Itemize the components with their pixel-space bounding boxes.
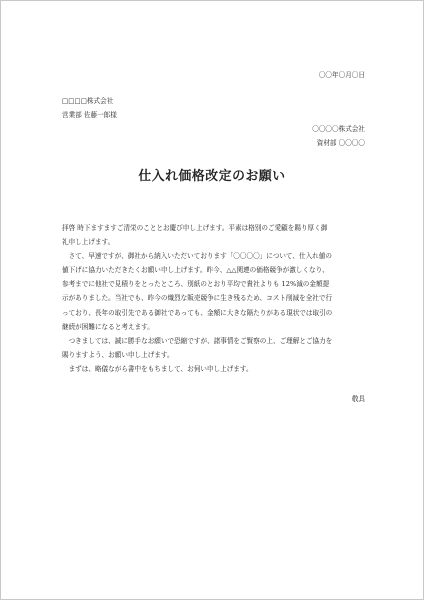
body-line: 継続が困難になると考えます。	[62, 322, 154, 331]
body-line: まずは、略儀ながら書中をもちまして、お伺い申し上げます。	[62, 364, 253, 373]
sender-company: 〇〇〇〇株式会社	[312, 125, 365, 133]
recipient-person: 営業部 佐藤一郎様	[62, 111, 117, 119]
body-line: 礼申し上げます。	[62, 238, 115, 247]
closing-phrase: 敬具	[351, 395, 365, 403]
letter-title: 仕入れ価格改定のお願い	[138, 169, 286, 184]
body-line: っており、長年の取引先である御社であっても、金額に大きな隔たりがある現状では取引の	[62, 308, 333, 317]
body-line: 示がありました。当社でも、昨今の熾烈な販売競争に生き残るため、コスト削減を全社で行	[62, 294, 333, 303]
body-line: 拝啓 時下ますますご清栄のこととお慶び申し上げます。平素は格別のご愛顧を賜り厚く御	[62, 224, 328, 232]
sender-person: 資材部 〇〇〇〇	[316, 139, 365, 147]
body-line: 賜りますよう、お願い申し上げます。	[62, 350, 174, 359]
body-line: さて、早速ですが、御社から納入いただいております「〇〇〇〇」について、仕入れ値の	[62, 252, 332, 261]
recipient-company: □□□□株式会社	[62, 97, 114, 105]
body-line: 値下げに協力いただきたくお願い申し上げます。昨今、△△関連の価格競争が激しくなり、	[62, 266, 329, 275]
body-line: つきましては、誠に勝手なお願いで恐縮ですが、諸事情をご賢察の上、ご理解とご協力を	[62, 336, 333, 345]
body-line: 参考までに他社で見積りをとったところ、別紙のとおり平均で貴社よりも 12%減の金額提	[62, 280, 330, 289]
letter-body	[62, 221, 368, 376]
letter-date: 〇〇年〇月〇日	[318, 71, 365, 79]
